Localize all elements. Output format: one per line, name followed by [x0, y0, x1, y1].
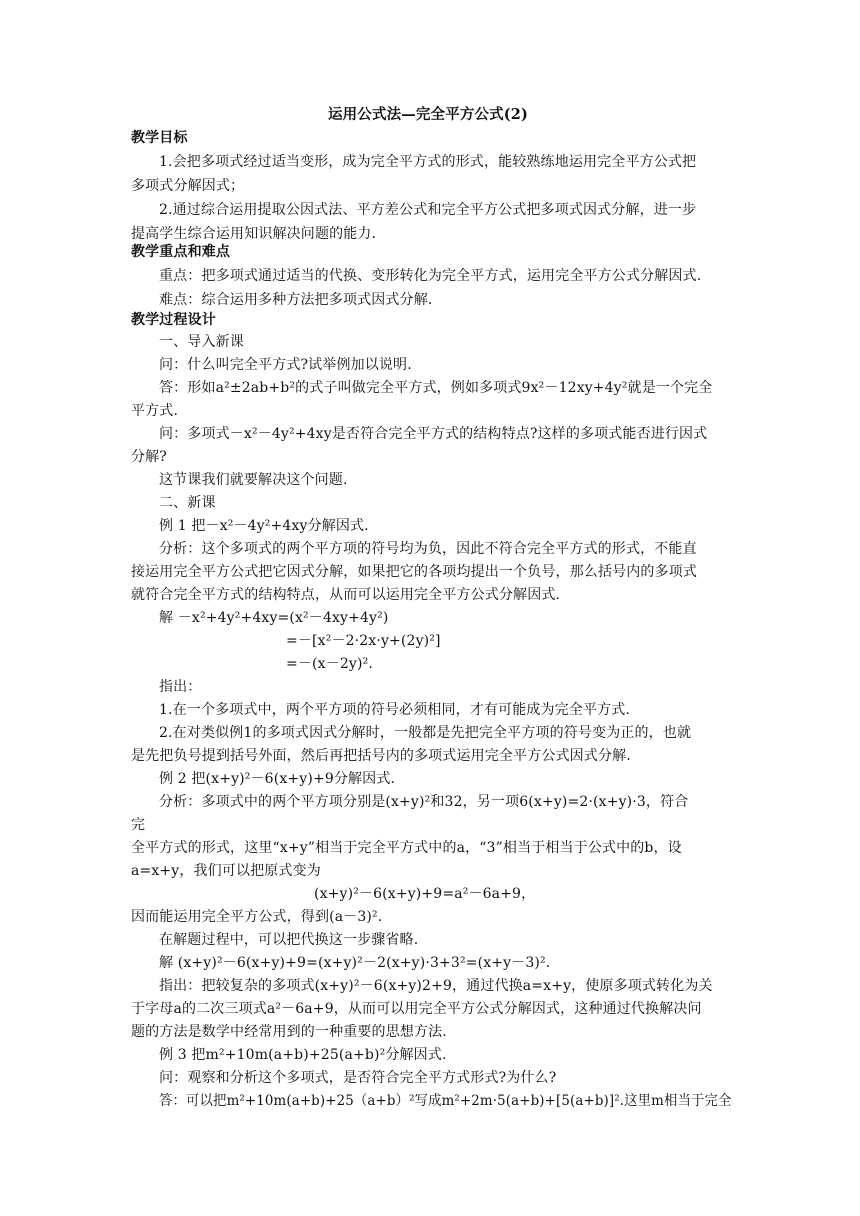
- text-line: a=x+y，我们可以把原式变为: [131, 863, 321, 879]
- section-heading-keypoints: 教学重点和难点: [131, 244, 231, 260]
- text-line: 问：观察和分析这个多项式，是否符合完全平方式形式?为什么?: [159, 1070, 557, 1086]
- document-title: 运用公式法—完全平方公式(2): [328, 106, 529, 123]
- text-line: 指出：把较复杂的多项式(x+y)²－6(x+y)2+9，通过代换a=x+y，使原多项式转化为关: [159, 978, 713, 994]
- text-line: 2.通过综合运用提取公因式法、平方差公式和完全平方公式把多项式因式分解，进一步: [159, 202, 697, 218]
- math-line: =－[x²－2·2x·y+(2y)²]: [286, 633, 441, 649]
- text-line: 平方式.: [131, 403, 179, 419]
- text-line: 2.在对类似例1的多项式因式分解时，一般都是先把完全平方项的符号变为正的，也就: [159, 725, 692, 741]
- text-line: 题的方法是数学中经常用到的一种重要的思想方法.: [131, 1024, 447, 1040]
- text-line: 这节课我们就要解决这个问题.: [159, 472, 348, 488]
- math-line: 解 (x+y)²－6(x+y)+9=(x+y)²－2(x+y)·3+3²=(x+y－3)².: [159, 955, 551, 971]
- text-line: 就符合完全平方式的结构特点，从而可以运用完全平方公式分解因式.: [131, 587, 561, 603]
- text-line: 难点：综合运用多种方法把多项式因式分解.: [159, 292, 433, 308]
- text-line: 因而能运用完全平方公式，得到(a－3)².: [131, 909, 383, 925]
- text-line: 例 1 把－x²－4y²+4xy分解因式.: [159, 518, 369, 534]
- text-line: 分析：多项式中的两个平方项分别是(x+y)²和32，另一项6(x+y)=2·(x+y)·3，符合: [159, 794, 689, 810]
- text-line: 多项式分解因式；: [131, 178, 245, 194]
- text-line: 是先把负号提到括号外面，然后再把括号内的多项式运用完全平方公式因式分解.: [131, 748, 631, 764]
- text-line: 1.会把多项式经过适当变形，成为完全平方式的形式，能较熟练地运用完全平方公式把: [159, 154, 697, 170]
- text-line: 一、导入新课: [159, 334, 244, 350]
- text-line: 指出：: [159, 679, 202, 695]
- text-line: 提高学生综合运用知识解决问题的能力.: [131, 226, 377, 242]
- text-line: 答：形如a²±2ab+b²的式子叫做完全平方式，例如多项式9x²－12xy+4y²就是一个完全: [159, 380, 713, 396]
- text-line: 全平方式的形式，这里“x+y”相当于完全平方式中的a，“3”相当于相当于公式中的b，设: [131, 840, 682, 856]
- text-line: 例 2 把(x+y)²－6(x+y)+9分解因式.: [159, 771, 396, 787]
- math-line: =－(x－2y)².: [286, 656, 373, 672]
- text-line: 分析：这个多项式的两个平方项的符号均为负，因此不符合完全平方式的形式，不能直: [159, 541, 697, 557]
- text-line: 于字母a的二次三项式a²－6a+9，从而可以用完全平方公式分解因式，这种通过代换解决问: [131, 1001, 702, 1017]
- text-line: 分解?: [131, 449, 167, 465]
- text-line: 1.在一个多项式中，两个平方项的符号必须相同，才有可能成为完全平方式.: [159, 702, 631, 718]
- text-line: 答：可以把m²+10m(a+b)+25（a+b）²写成m²+2m·5(a+b)+[5(a+b)]².这里m相当于完全: [159, 1093, 732, 1109]
- text-line: 在解题过程中，可以把代换这一步骤省略.: [159, 932, 419, 948]
- text-line: 例 3 把m²+10m(a+b)+25(a+b)²分解因式.: [159, 1047, 447, 1063]
- text-line: 完: [131, 817, 146, 833]
- math-line: 解 －x²+4y²+4xy=(x²－4xy+4y²): [159, 610, 389, 626]
- text-line: 接运用完全平方公式把它因式分解，如果把它的各项均提出一个负号，那么括号内的多项式: [131, 564, 697, 580]
- math-line: (x+y)²－6(x+y)+9=a²－6a+9，: [314, 886, 536, 902]
- section-heading-process: 教学过程设计: [131, 312, 216, 328]
- text-line: 二、新课: [159, 495, 216, 511]
- text-line: 重点：把多项式通过适当的代换、变形转化为完全平方式，运用完全平方公式分解因式.: [159, 268, 702, 284]
- section-heading-goals: 教学目标: [131, 130, 188, 146]
- text-line: 问：什么叫完全平方式?试举例加以说明.: [159, 357, 412, 373]
- text-line: 问：多项式－x²－4y²+4xy是否符合完全平方式的结构特点?这样的多项式能否进行因式: [159, 426, 708, 442]
